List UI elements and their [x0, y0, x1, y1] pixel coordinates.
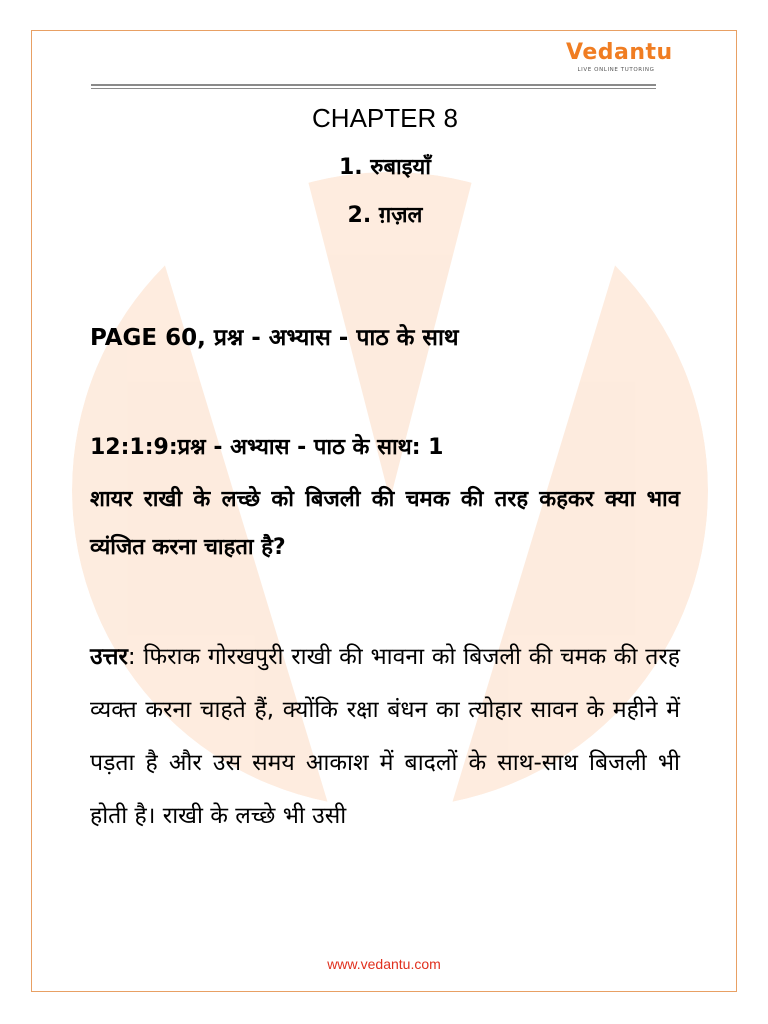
answer-paragraph	[90, 631, 680, 843]
question-text: शायर राखी के लच्छे को बिजली की चमक की तरह कहकर क्या भाव व्यंजित करना चाहता है?	[90, 487, 680, 560]
lesson-title-1: 1. रुबाइयाँ	[338, 155, 431, 180]
answer-text: फिराक गोरखपुरी राखी की भावना को बिजली की चमक की तरह व्यक्त करना चाहते हैं, क्योंकि रक्षा बंधन का त्योहार सावन के महीने में पड़ता है और उस समय आकाश में बादलों के साथ-साथ बिजली भी होती है। राखी के लच्छे भी उसी	[90, 644, 680, 829]
header-divider	[91, 84, 656, 86]
chapter-heading: CHAPTER 8	[312, 103, 458, 133]
vedantu-logo[interactable]	[566, 40, 673, 82]
footer-website-link[interactable]: www.vedantu.com	[327, 956, 441, 972]
question-id: 12:1:9:प्रश्न - अभ्यास - पाठ के साथ: 1	[90, 435, 444, 460]
section-heading: PAGE 60, प्रश्न - अभ्यास - पाठ के साथ	[90, 325, 459, 351]
document-body	[90, 96, 680, 829]
answer-separator: :	[127, 644, 144, 670]
logo-tagline: LIVE ONLINE TUTORING	[577, 67, 655, 73]
header-divider-thin	[91, 88, 656, 89]
logo-wordmark: Vedantu	[566, 40, 673, 65]
answer-label: उत्तर	[90, 644, 128, 670]
lesson-title-2: 2. ग़ज़ल	[347, 203, 423, 228]
